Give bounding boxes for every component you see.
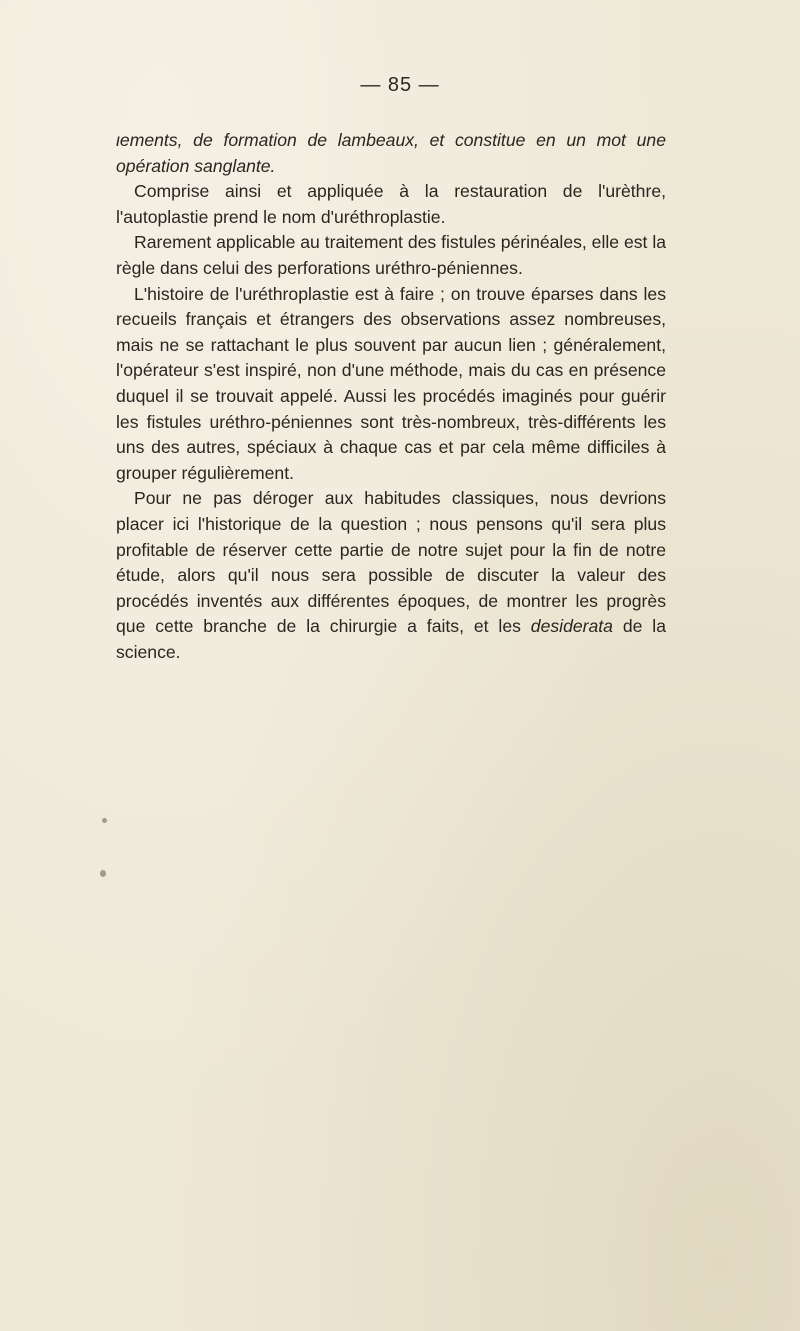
text-segment-italic: desiderata — [530, 616, 613, 637]
body-text — [116, 128, 666, 665]
paragraph-4 — [116, 282, 666, 487]
text-segment: Comprise ainsi et appliquée à la restauration de l'urèthre, l'autoplastie prend le nom d'uréthroplastie. — [116, 181, 666, 227]
paper-speck — [100, 870, 106, 877]
text-segment: ιements, de formation de lambeaux, et constitue en un mot une opération sanglante. — [116, 130, 666, 176]
paragraph-3 — [116, 230, 666, 281]
text-segment: Pour ne pas déroger aux habitudes classiques, nous devrions placer ici l'historique de la question ; nous pensons qu'il sera plus profitable de réserver cette partie de notre sujet pour la fin de notre étude, alors qu'il nous sera possible de discuter la valeur des procédés inventés aux différentes époques, de montrer les progrès que cette branche de la chirurgie a faits, et les — [116, 488, 666, 637]
page-number: — 85 — — [360, 74, 440, 96]
text-segment: Rarement applicable au traitement des fistules périnéales, elle est la règle dans celui des perforations uréthro-péniennes. — [116, 232, 667, 278]
paragraph-2 — [116, 179, 666, 230]
text-segment: L'histoire de l'uréthroplastie est à faire ; on trouve éparses dans les recueils français et étrangers des observations assez nombreuses, mais ne se rattachant le plus souvent par aucun lien ; généralement, l'opérateur s'est inspiré, non d'une méthode, mais du cas en présence duquel il se trouvait appelé. Aussi les procédés imaginés pour guérir les fistules uréthro-péniennes sont très-nombreux, très-différents les uns des autres, spéciaux à chaque cas et par cela même difficiles à grouper régulièrement. — [116, 283, 666, 483]
paragraph-1 — [116, 128, 666, 179]
text-segment: de la science. — [116, 616, 667, 662]
paragraph-5 — [116, 486, 666, 665]
paper-speck — [102, 818, 107, 823]
